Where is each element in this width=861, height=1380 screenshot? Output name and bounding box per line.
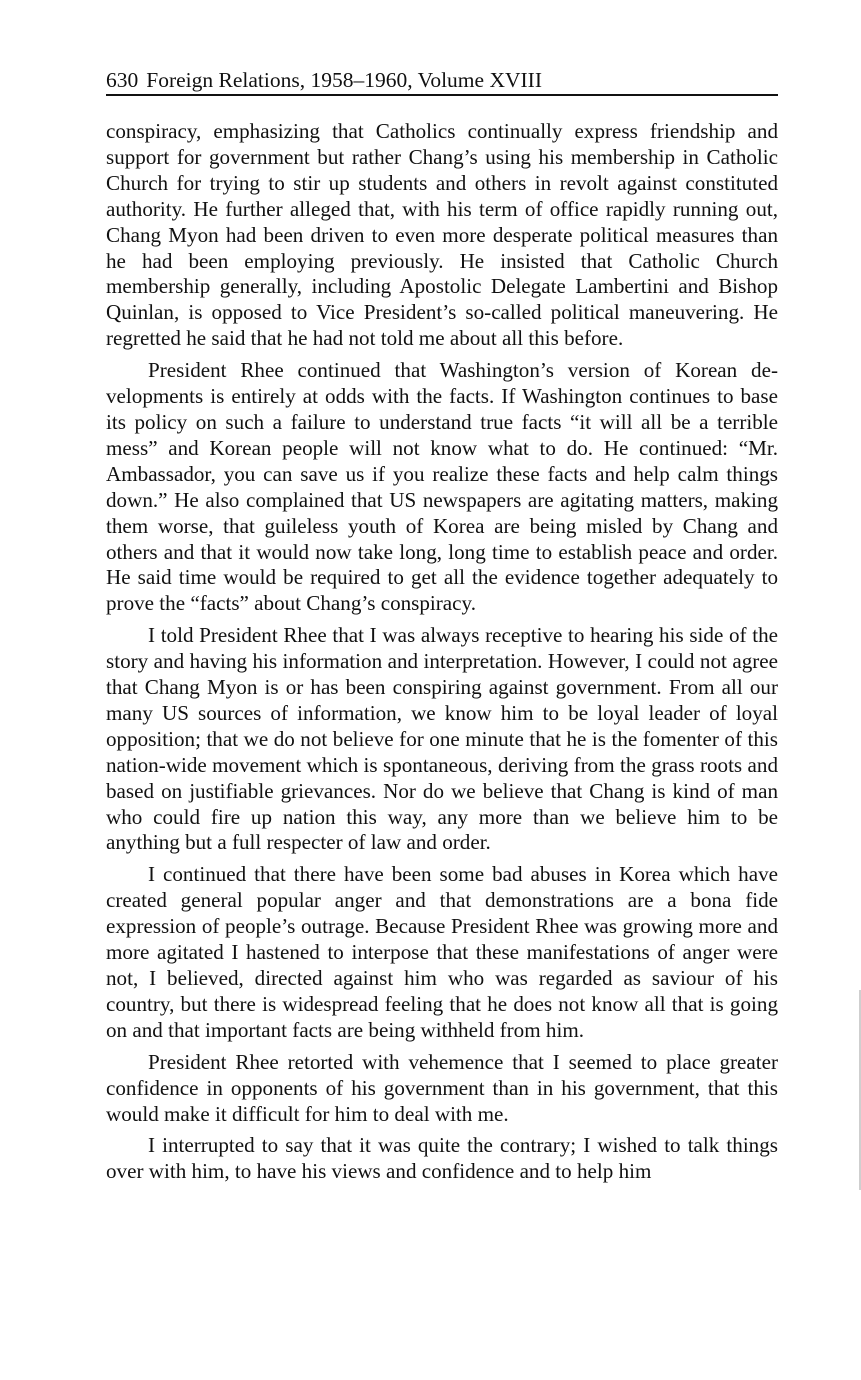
paragraph-continued: conspiracy, emphasizing that Catholics continually express friendship and support for government but rather Chang’s using his membership in Catholic Church for trying to stir up students and others in revolt against constituted authority. He further alleged that, with his term of office rapidly running out, Chang Myon had been driven to even more desperate political measures than he had been employing previously. He insisted that Catholic Church membership generally, including Apostolic Delegate Lambertini and Bishop Quinlan, is opposed to Vice President’s so-called political maneuvering. He regretted he said that he had not told me about all this before. bbox=[106, 119, 778, 351]
body-text bbox=[106, 119, 778, 1185]
running-header bbox=[106, 66, 778, 96]
running-title: Foreign Relations, 1958–1960, Volume XVIII bbox=[146, 68, 542, 92]
paragraph: I interrupted to say that it was quite the contrary; I wished to talk things over with him, to have his views and confidence and to help him bbox=[106, 1133, 778, 1184]
paragraph: I told President Rhee that I was always receptive to hearing his side of the story and having his information and interpretation. However, I could not agree that Chang Myon is or has been conspiring against government. From all our many US sources of information, we know him to be loyal leader of loyal opposition; that we do not believe for one minute that he is the fomenter of this nation-wide movement which is spontaneous, deriving from the grass roots and based on justifiable grievances. Nor do we believe that Chang is kind of man who could fire up nation this way, any more than we believe him to be anything but a full respecter of law and order. bbox=[106, 623, 778, 855]
paragraph: I continued that there have been some bad abuses in Korea which have created general popular anger and that demonstrations are a bona fide expression of people’s outrage. Because President Rhee was growing more and more agitated I hastened to interpose that these manifestations of anger were not, I believed, directed against him who was regarded as saviour of his country, but there is widespread feeling that he does not know all that is going on and that important facts are being withheld from him. bbox=[106, 862, 778, 1042]
paragraph: President Rhee retorted with vehemence that I seemed to place greater confidence in opponents of his government than in his government, that this would make it difficult for him to deal with me. bbox=[106, 1049, 778, 1126]
page-number: 630 bbox=[106, 68, 139, 92]
paragraph: President Rhee continued that Washington’s version of Korean developments is entirely at odds with the facts. If Washington continues to base its policy on such a failure to understand true facts “it will all be a terrible mess” and Korean people will not know what to do. He continued: “Mr. Ambassador, you can save us if you realize these facts and help calm things down.” He also complained that US newspapers are agitating matters, making them worse, that guileless youth of Korea are being misled by Chang and others and that it would now take long, long time to establish peace and order. He said time would be required to get all the evidence together adequately to prove the “facts” about Chang’s conspiracy. bbox=[106, 358, 778, 616]
